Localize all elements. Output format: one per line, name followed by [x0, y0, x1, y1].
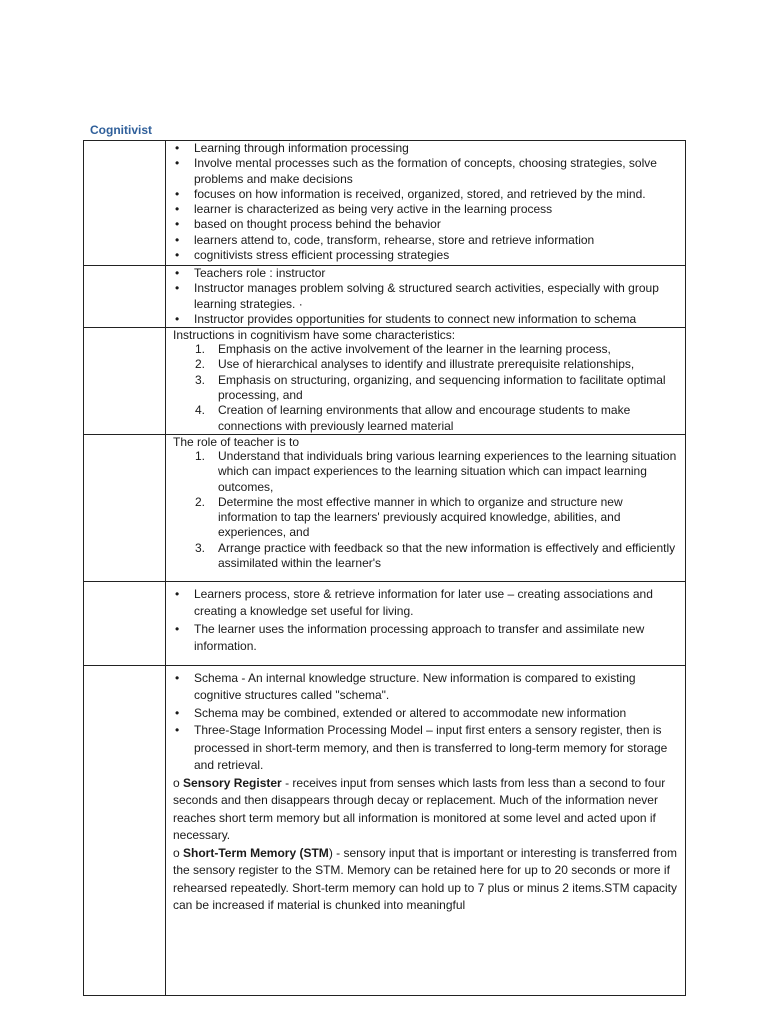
para-term: Short-Term Memory (STM — [183, 845, 329, 860]
numbered-list — [173, 449, 679, 571]
list-item: • cognitivists stress efficient processing strategies — [173, 248, 679, 263]
list-item: • Schema - An internal knowledge structure. New information is compared to existing cognitive structures called "schema". — [173, 670, 679, 705]
bullet-list — [173, 582, 679, 656]
cognitivist-table — [83, 140, 686, 996]
item-text: Creation of learning environments that allow and encourage students to make connections with previously learned material — [218, 403, 631, 433]
item-text: Emphasis on the active involvement of the learner in the learning process, — [218, 342, 611, 357]
list-item — [173, 373, 679, 404]
list-item: • Learners process, store & retrieve information for later use – creating associations and creating a knowledge set useful for living. — [173, 586, 679, 621]
para-prefix: o — [173, 845, 184, 860]
list-item: • Learning through information processing — [173, 141, 679, 156]
table-row — [84, 328, 686, 435]
content-cell — [166, 266, 686, 328]
bullet-list — [173, 666, 679, 775]
item-number: 3. — [195, 372, 206, 387]
list-item: • focuses on how information is received, organized, stored, and retrieved by the mind. — [173, 187, 679, 202]
bullet-list — [173, 266, 679, 327]
content-cell — [166, 581, 686, 665]
table-row — [84, 581, 686, 665]
list-item: • Three-Stage Information Processing Model – input first enters a sensory register, then is processed in short-term memory, and then is transferred to long-term memory for storage and retrieval. — [173, 722, 679, 775]
para-term: Sensory Register — [183, 775, 282, 790]
row-label-cell — [84, 581, 166, 665]
item-number: 2. — [195, 494, 206, 509]
list-item — [173, 495, 679, 541]
item-number: 1. — [195, 342, 206, 357]
content-cell — [166, 328, 686, 435]
list-item: • learner is characterized as being very active in the learning process — [173, 202, 679, 217]
row-label-cell — [84, 434, 166, 581]
list-item — [173, 449, 679, 495]
item-text: Emphasis on structuring, organizing, and sequencing information to facilitate optimal processing, and — [218, 372, 666, 403]
list-item: • Schema may be combined, extended or altered to accommodate new information — [173, 705, 679, 723]
content-cell — [166, 665, 686, 995]
para-text: ) - sensory input that is important or interesting is transferred from the sensory register to the STM. Memory can be retained here for up to 20 seconds or more if rehearsed repeatedly. Short-term memory can hold up to 7 plus or minus 2 items.STM capacity can be increased if material is chunked into meaningful — [173, 845, 677, 913]
list-item: • Instructor manages problem solving & structured search activities, especially with group learning strategies. · — [173, 281, 679, 312]
item-text: Arrange practice with feedback so that the new information is effectively and efficiently assimilated within the learner's — [218, 540, 676, 571]
section-heading: Cognitivist — [90, 123, 152, 137]
item-number: 1. — [195, 448, 206, 463]
list-item — [173, 342, 679, 357]
list-item: • The learner uses the information processing approach to transfer and assimilate new information. — [173, 621, 679, 656]
numbered-list — [173, 342, 679, 434]
content-cell — [166, 141, 686, 266]
item-number: 2. — [195, 357, 206, 372]
bullet-list — [173, 141, 679, 263]
item-number: 4. — [195, 403, 206, 418]
item-number: 3. — [195, 540, 206, 555]
item-text: Understand that individuals bring various learning experiences to the learning situation which can impact experiences to the learning situation which can impact learning outcomes, — [218, 448, 677, 494]
list-item: • learners attend to, code, transform, rehearse, store and retrieve information — [173, 233, 679, 248]
para-text: - receives input from senses which lasts from less than a second to four seconds and then disappears through decay or replacement. Much of the information never reaches short term memory but all information is monitored at some level and acted upon if necessary. — [173, 775, 666, 843]
row-label-cell — [84, 141, 166, 266]
list-item — [173, 403, 679, 434]
list-item: • Instructor provides opportunities for students to connect new information to schema — [173, 312, 679, 327]
item-text: Determine the most effective manner in which to organize and structure new information to tap the learners' previously acquired knowledge, abilities, and experiences, and — [218, 494, 623, 540]
list-item: • based on thought process behind the behavior — [173, 217, 679, 232]
table-row — [84, 141, 686, 266]
list-item — [173, 357, 679, 372]
table-row — [84, 665, 686, 995]
row-label-cell — [84, 266, 166, 328]
list-item — [173, 541, 679, 572]
row-label-cell — [84, 665, 166, 995]
cell-intro: The role of teacher is to — [173, 434, 300, 449]
list-item: • Involve mental processes such as the formation of concepts, choosing strategies, solve problems and make decisions — [173, 156, 679, 187]
list-item: • Teachers role : instructor — [173, 266, 679, 281]
table-row — [84, 266, 686, 328]
item-text: Use of hierarchical analyses to identify and illustrate prerequisite relationships, — [218, 357, 635, 372]
para-prefix: o — [173, 775, 184, 790]
cell-intro: Instructions in cognitivism have some characteristics: — [173, 328, 456, 343]
short-term-memory-paragraph — [173, 845, 679, 915]
row-label-cell — [84, 328, 166, 435]
sensory-register-paragraph — [173, 775, 679, 845]
content-cell — [166, 434, 686, 581]
table-row — [84, 434, 686, 581]
